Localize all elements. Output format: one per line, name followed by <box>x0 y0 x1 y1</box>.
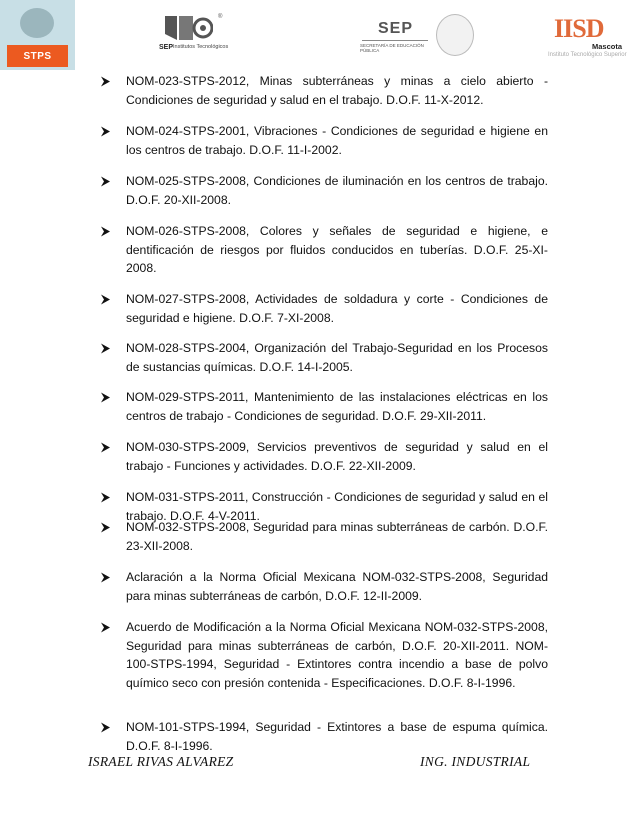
arrow-bullet-icon <box>100 343 111 354</box>
mascota-institute: Instituto Tecnológico Superior <box>548 52 627 58</box>
list-item-text: NOM-027-STPS-2008, Actividades de soldadura y corte - Condiciones de seguridad e higiene. D.O.F. 7-XI-2008. <box>126 292 548 325</box>
sep-logo <box>358 20 478 60</box>
eagle-emblem-icon <box>20 8 54 38</box>
arrow-bullet-icon <box>100 294 111 305</box>
list-item-text: NOM-030-STPS-2009, Servicios preventivos de seguridad y salud en el trabajo - Funciones y actividades. D.O.F. 22-XII-2009. <box>126 440 548 473</box>
arrow-bullet-icon <box>100 522 111 533</box>
arrow-bullet-icon <box>100 622 111 633</box>
list-item-text: NOM-025-STPS-2008, Condiciones de iluminación en los centros de trabajo. D.O.F. 20-XII-2008. <box>126 174 548 207</box>
page-header <box>0 0 638 70</box>
mascota-logo <box>540 14 632 60</box>
arrow-bullet-icon <box>100 572 111 583</box>
registered-mark: ® <box>218 14 223 20</box>
sep-wordmark: SEP <box>378 20 414 37</box>
sep-subtitle: SECRETARÍA DE EDUCACIÓN PÚBLICA <box>360 43 424 53</box>
it-gear-icon <box>163 14 213 42</box>
list-item-text: Aclaración a la Norma Oficial Mexicana NOM-032-STPS-2008, Seguridad para minas subterráneas de carbón, D.O.F. 12-II-2009. <box>126 570 548 603</box>
sep-divider <box>362 40 428 41</box>
list-item-text: Acuerdo de Modificación a la Norma Oficial Mexicana NOM-032-STPS-2008, Seguridad para minas subterráneas de carbón, D.O.F. 20-XII-2011. NOM-100-STPS-1994, Seguridad - Extintores contra incendio a base de polvo químico seco con presión contenida - Especificaciones. D.O.F. 8-I-1996. <box>126 620 548 690</box>
list-item-text: NOM-023-STPS-2012, Minas subterráneas y minas a cielo abierto - Condiciones de seguridad y salud en el trabajo. D.O.F. 11-X-2012. <box>126 74 548 107</box>
arrow-bullet-icon <box>100 442 111 453</box>
mascota-logo-mark: IISD <box>554 14 604 43</box>
arrow-bullet-icon <box>100 76 111 87</box>
list-item-text: NOM-028-STPS-2004, Organización del Trabajo-Seguridad en los Procesos de sustancias químicas. D.O.F. 14-I-2005. <box>126 341 548 374</box>
list-item-text: NOM-024-STPS-2001, Vibraciones - Condiciones de seguridad e higiene en los centros de trabajo. D.O.F. 11-I-2002. <box>126 124 548 157</box>
stps-logo <box>0 0 75 70</box>
list-item-text: NOM-029-STPS-2011, Mantenimiento de las instalaciones eléctricas en los centros de trabajo - Condiciones de seguridad. D.O.F. 29-XII-2011. <box>126 390 548 423</box>
arrow-bullet-icon <box>100 392 111 403</box>
arrow-bullet-icon <box>100 176 111 187</box>
sep-it-title: SEP <box>159 44 174 51</box>
list-item-text: NOM-101-STPS-1994, Seguridad - Extintores a base de espuma química. D.O.F. 8-I-1996. <box>126 720 548 753</box>
national-seal-icon <box>436 14 474 56</box>
mascota-label: Mascota <box>592 42 623 51</box>
stps-label: STPS <box>7 45 68 67</box>
list-item-text: NOM-032-STPS-2008, Seguridad para minas subterráneas de carbón. D.O.F. 23-XII-2008. <box>126 520 548 553</box>
page-footer <box>0 754 638 774</box>
arrow-bullet-icon <box>100 126 111 137</box>
list-item-text: NOM-031-STPS-2011, Construcción - Condiciones de seguridad y salud en el trabajo. D.O.F. 4-V-2011. <box>126 490 548 523</box>
arrow-bullet-icon <box>100 492 111 503</box>
sep-it-subtitle: Institutos Tecnológicos <box>173 44 229 50</box>
arrow-bullet-icon <box>100 722 111 733</box>
footer-author: ISRAEL RIVAS ALVAREZ <box>88 754 234 769</box>
list-item-text: NOM-026-STPS-2008, Colores y señales de seguridad e higiene, e dentificación de riesgos por fluidos conducidos en tuberías. D.O.F. 25-XI-2008. <box>126 224 548 275</box>
footer-career: ING. INDUSTRIAL <box>420 754 531 769</box>
sep-institutos-tecnologicos-logo <box>155 14 235 58</box>
arrow-bullet-icon <box>100 226 111 237</box>
